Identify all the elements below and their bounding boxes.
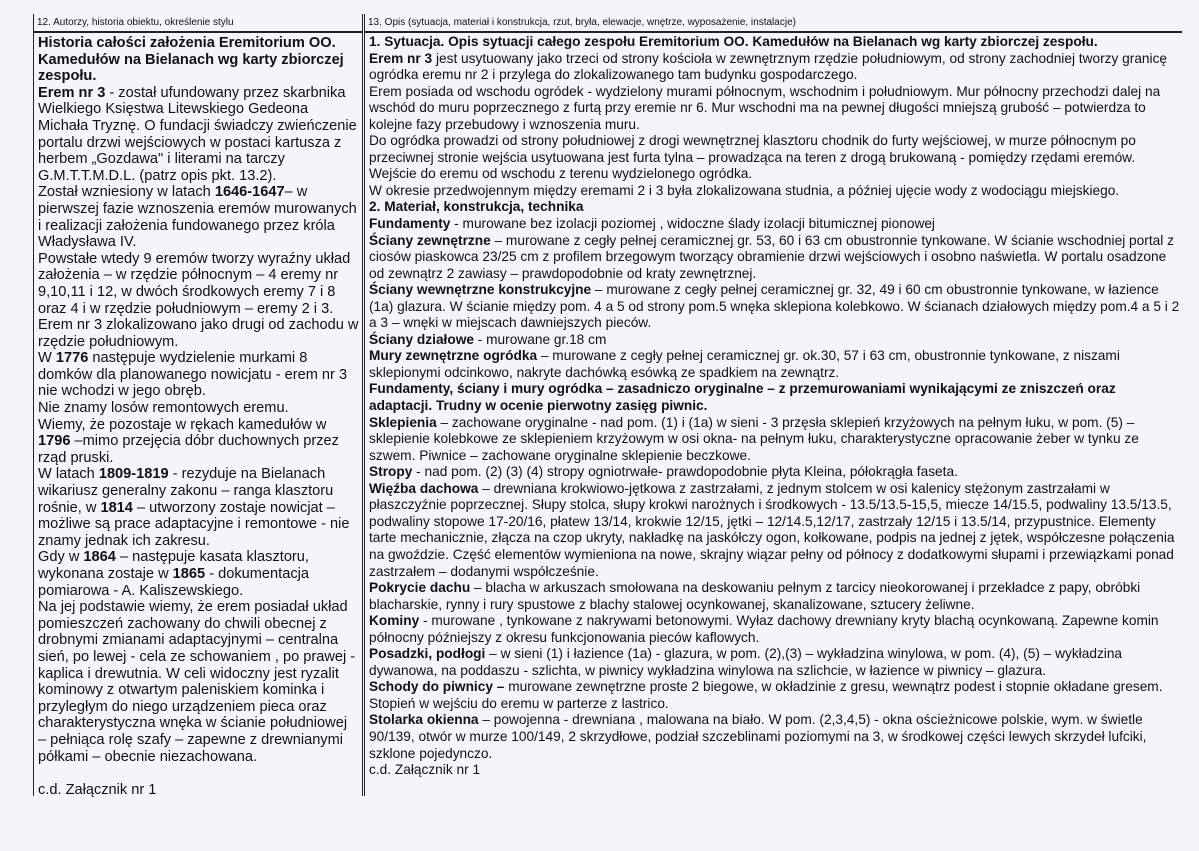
text: – utworzony zostaje nowicjat – możliwe są prace adaptacyjne i remontowe - nie znamy jednak ich zakresu. xyxy=(38,499,350,549)
bold-text: 1865 xyxy=(172,566,206,582)
paragraph xyxy=(38,184,359,250)
bold-text: 2. Materiał, konstrukcja, technika xyxy=(369,199,584,215)
bold-text: Mury zewnętrzne ogródka xyxy=(369,348,538,364)
paragraph xyxy=(369,712,1180,762)
paragraph xyxy=(369,348,1180,381)
paragraph xyxy=(38,466,359,549)
text: Nie znamy losów remontowych eremu. xyxy=(38,400,289,417)
paragraph xyxy=(369,216,1180,233)
paragraph xyxy=(369,646,1180,679)
paragraph xyxy=(38,85,359,185)
bold-text: 1776 xyxy=(55,350,89,367)
description-text xyxy=(365,33,1182,779)
paragraph xyxy=(369,84,1180,134)
text: - murowane bez izolacji poziomej , widoczne ślady izolacji bitumicznej pionowej xyxy=(450,216,935,232)
paragraph xyxy=(38,400,359,417)
text: – powojenna - drewniana , malowana na biało. W pom. (2,3,4,5) - okna ościeżnicowe polskie, wym. w świetle 90/139, otwór w murze 100/149, 2 skrzydłowe, podział szczeblinami poziomymi na 3, w środkowej części lewych skrzydeł lufciki, szklone pojedynczo. xyxy=(369,712,1147,761)
text: - murowane gr.18 cm xyxy=(473,331,607,347)
section-12-header: 12. Autorzy, historia obiektu, określenie stylu xyxy=(34,14,362,33)
history-text xyxy=(34,33,362,798)
text: - został ufundowany przez skarbnika Wielkiego Księstwa Litewskiego Gedeona Michała Tryznę. O fundacji świadczy zwieńczenie portalu drzwi wejściowych w postaci kartusza z herbem „Gozdawa" i literami na tarczy G.M.T.T.M.D.L. (patrz opis pkt. 13.2). xyxy=(38,84,357,184)
text: W okresie przedwojennym między eremami 2 i 3 była zlokalizowana studnia, a później ujęcie wody z wodociągu miejskiego. xyxy=(369,182,1120,198)
paragraph xyxy=(369,133,1180,166)
bold-text: Erem nr 3 xyxy=(38,84,106,101)
paragraph xyxy=(38,417,359,467)
text: Został wzniesiony w latach xyxy=(38,184,215,201)
paragraph xyxy=(369,415,1180,465)
text: Powstałe wtedy 9 eremów tworzy wyraźny układ założenia – w rzędzie północnym – 4 eremy nr 9,10,11 i 12, w dwóch środkowych eremy 7 i 8 oraz 4 i w rzędzie południowym – eremy 2 i 3. xyxy=(38,250,351,317)
text: jest usytuowany jako trzeci od strony kościoła w zewnętrznym rzędzie południowym, od strony zachodniej tworzy granicę ogródka eremu nr 2 i przylega do zlokalizowanego tam budynku gospodarczego. xyxy=(369,50,1168,83)
bold-text: Sklepienia xyxy=(369,414,437,430)
paragraph xyxy=(369,34,1180,51)
bold-text: 1809-1819 xyxy=(98,466,169,483)
section-13-header: 13. Opis (sytuacja, materiał i konstrukcja, rzut, bryła, elewacje, wnętrze, wyposażenie, instalacje) xyxy=(365,14,1182,33)
text: - murowane , tynkowane z nakrywami betonowymi. Wyłaz dachowy drewniany kryty blachą ocynkowaną. Zapewne komin północny późniejszy z okresu funkcjonowania pieców kaflowych. xyxy=(369,613,1159,645)
text: – murowane z cegły pełnej ceramicznej gr. 53, 60 i 63 cm obustronnie tynkowane. W ścianie wschodniej portal z ciosów piaskowca 23/25 cm z profilem brzegowym tworzący obramienie drzwi wejściowych i osobno naświetla. W portalu osadzone od zewnątrz 2 zawiasy – prawdopodobnie od kraty zewnętrznej. xyxy=(369,232,1174,281)
text: Gdy w xyxy=(38,549,84,566)
bold-text: Ściany wewnętrzne konstrukcyjne xyxy=(369,282,592,298)
text: – w pierwszej fazie wznoszenia eremów murowanych i realizacji założenia fundowanego przez króla Władysława IV. xyxy=(38,184,357,251)
text: Erem nr 3 zlokalizowano jako drugi od zachodu w rzędzie południowym. xyxy=(38,317,359,350)
text: – blacha w arkuszach smołowana na deskowaniu pełnym z tarcicy nieokorowanej i przekładce z papy, obróbki blacharskie, rynny i rury spustowe z blachy stalowej ocynkowanej, skanalizowane, sztucery żeliwne. xyxy=(369,580,1141,612)
text: – w sieni (1) i łazience (1a) - glazura, w pom. (2),(3) – wykładzina winylowa, w pom. (4), (5) – wykładzina dywanowa, na poddaszu - szlichta, w piwnicy wykładzina winylowa na szlichcie, w łazience w piwnicy – glazura. xyxy=(369,646,1123,678)
text: – drewniana krokwiowo-jętkowa z zastrzałami, z jednym stolcem w osi kalenicy stężonym zastrzałami w płaszczyźnie poprzecznej. Słupy stolca, słupy krokwi narożnych i środkowych - 13.5/13.5-15,5, miecze 14/15.5, podwaliny 13.5/13.5, podwaliny stopowe 17-20/16, płatew 13/14, krokwie 12/15, jętki – 12/14.5,12/17, zastrzały 12/15 i 13.5/14, przypustnice. Elementy tarte mechanicznie, złącza na czop ukryty, nakładkę na jaskółczy ogon, kołkowane, podpis na jednej z jętek, współczesne połączenia na gwoździe. Część elementów wymieniona na nowe, skrajny wiązar pełny od północy z dodatkowymi słupami i przewiązkami ponad zastrzałem – dodanymi współcześnie. xyxy=(369,480,1175,579)
text: – murowane z cegły pełnej ceramicznej gr. 32, 49 i 60 cm obustronnie tynkowane, w łazience (1a) glazura. W ścianie między pom. 4 a 5 od strony pom.5 wnęka sklepiona kolebkowo. W ścianach działowych między pom.4 a 5 i 2 a 3 – wnęki w miejscach dawniejszych pieców. xyxy=(369,282,1180,331)
bold-text: Stolarka okienna xyxy=(369,712,479,728)
paragraph xyxy=(369,233,1180,283)
text: – następuje kasata klasztoru, wykonana zostaje w xyxy=(38,549,309,582)
bold-text: Pokrycie dachu xyxy=(369,580,471,596)
text: – zachowane oryginalne - nad pom. (1) i (1a) w sieni - 3 przęsła sklepień krzyżowych na pełnym łuku, w pom. (5) – sklepienie kolebkowe ze sklepieniem krzyżowym w osi okna- na pełnym łuku, charakterystyczne opracowanie żeber w tynku ze szwem. Piwnice – zachowane oryginalne sklepienie beczkowe. xyxy=(369,414,1139,463)
paragraph xyxy=(369,580,1180,613)
paragraph xyxy=(369,51,1180,84)
paragraph xyxy=(38,350,359,400)
paragraph xyxy=(369,199,1180,216)
bold-text: Więźba dachowa xyxy=(369,480,479,496)
text: W latach xyxy=(38,466,99,483)
paragraph xyxy=(369,282,1180,332)
text: murowane zewnętrzne proste 2 biegowe, w okładzinie z gresu, wewnątrz podest i stopnie okładane gresem. Stopień w wejściu do eremu w parterze z lastrico. xyxy=(369,679,1163,711)
bold-text: Schody do piwnicy – xyxy=(369,679,505,695)
text: – murowane z cegły pełnej ceramicznej gr. ok.30, 57 i 63 cm, obustronnie tynkowane, z niszami sklepionymi odcinkowo, nakryte dachówką esówką ze spadkiem na zewnątrz. xyxy=(369,348,1120,380)
paragraph xyxy=(369,679,1180,712)
bold-text: 1. Sytuacja. Opis sytuacji całego zespołu Eremitorium OO. Kamedułów na Bielanach wg karty zbiorczej zespołu. xyxy=(369,34,1098,49)
bold-text: Fundamenty xyxy=(369,216,451,232)
text: - nad pom. (2) (3) (4) stropy ogniotrwałe- prawdopodobnie płyta Kleina, półokrągła faseta. xyxy=(412,464,958,480)
text: Wejście do eremu od wschodu z terenu wydzielonego ogródka. xyxy=(369,166,753,182)
paragraph xyxy=(38,35,359,85)
text: c.d. Załącznik nr 1 xyxy=(38,781,157,798)
bold-text: Stropy xyxy=(369,464,413,480)
bold-text: 1796 xyxy=(38,433,71,450)
history-column xyxy=(33,14,363,796)
paragraph xyxy=(38,765,359,782)
bold-text: Posadzki, podłogi xyxy=(369,646,486,662)
text: c.d. Załącznik nr 1 xyxy=(369,762,481,778)
text: następuje wydzielenie murkami 8 domków dla planowanego nowicjatu - erem nr 3 nie wchodzi w jego obręb. xyxy=(38,350,348,400)
bold-text: Kominy xyxy=(369,613,420,629)
text: Wiemy, że pozostaje w rękach kamedułów w xyxy=(38,416,327,433)
text: Na jej podstawie wiemy, że erem posiadał układ pomieszczeń zachowany do chwili obecnej z drobnymi zmianami adaptacyjnymi – centralna sień, po lewej - cela ze schowaniem , po prawej - kaplica i drewutnia. W celi widoczny jest ryzalit kominowy z otwartym paleniskiem kominka i przyległym do niego urządzeniem pieca oraz charakterystyczna wnęka w ścianie południowej – pełniąca rolę szafy – zapewne z drewnianymi półkami – obecnie niezachowana. xyxy=(38,599,356,765)
inventory-card-sheet xyxy=(33,14,1181,796)
paragraph xyxy=(38,317,359,350)
paragraph xyxy=(369,183,1180,200)
paragraph xyxy=(369,613,1180,646)
bold-text: Ściany zewnętrzne xyxy=(369,232,491,248)
bold-text: Erem nr 3 xyxy=(369,50,433,66)
text: - dokumentacja pomiarowa - A. Kaliszewskiego. xyxy=(38,566,309,599)
paragraph xyxy=(38,782,359,799)
paragraph xyxy=(369,481,1180,580)
paragraph xyxy=(369,332,1180,349)
paragraph xyxy=(369,381,1180,414)
bold-text: 1646-1647 xyxy=(214,184,285,201)
text: –mimo przejęcia dóbr duchownych przez rząd pruski. xyxy=(38,433,339,466)
paragraph xyxy=(38,549,359,599)
paragraph xyxy=(369,464,1180,481)
paragraph xyxy=(369,762,1180,779)
text: - rezyduje na Bielanach wikariusz generalny zakonu – ranga klasztoru rośnie, w xyxy=(38,466,334,516)
bold-text: Ściany działowe xyxy=(369,331,474,347)
paragraph xyxy=(369,166,1180,183)
paragraph xyxy=(38,599,359,765)
text: Erem posiada od wschodu ogródek - wydzielony murami północnym, wschodnim i południowym. Mur północny przechodzi dalej na wschód do muru poprzecznego z furtą przy eremie nr 6. Mur wschodni ma na pewnej długości mniejszą grubość – potwierdza to kolejne fazy przebudowy i wznoszenia muru. xyxy=(369,83,1161,132)
bold-text: 1814 xyxy=(100,499,133,516)
text: W xyxy=(38,350,56,367)
description-column xyxy=(364,14,1182,796)
bold-text: Fundamenty, ściany i mury ogródka – zasadniczo oryginalne – z przemurowaniami wynikającymi ze zniszczeń oraz adaptacji. Trudny w ocenie pierwotny zasięg piwnic. xyxy=(369,381,1116,414)
text: Do ogródka prowadzi od strony południowej z drogi wewnętrznej klasztoru chodnik do furty wejściowej, w murze północnym po przeciwnej stronie wejścia usytuowana jest furta tylna – prowadząca na teren z drogą brukowaną - pomiędzy rzędami eremów. xyxy=(369,133,1136,165)
bold-text: 1864 xyxy=(83,549,116,566)
paragraph xyxy=(38,251,359,317)
bold-text: Historia całości założenia Eremitorium OO. Kamedułów na Bielanach wg karty zbiorczej zespołu. xyxy=(38,35,344,85)
